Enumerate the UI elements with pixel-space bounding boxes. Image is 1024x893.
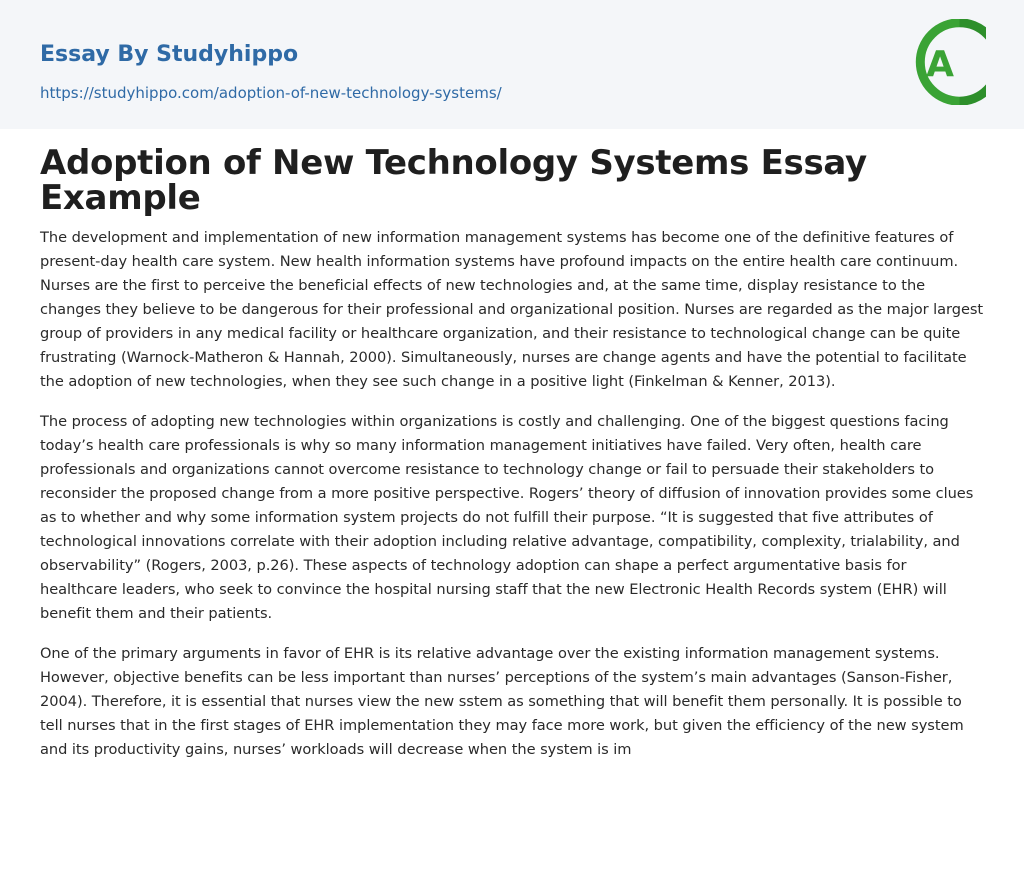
source-url-link[interactable]: https://studyhippo.com/adoption-of-new-technology-systems/ (40, 84, 502, 102)
essay-paragraph-1: The development and implementation of new information management systems has become one of the definitive features of present-day health care system. New health information systems have profound impacts on the entire health care continuum. Nurses are the first to perceive the beneficial effects of new technologies and, at the same time, display resistance to the changes they believe to be dangerous for their professional and organizational position. Nurses are regarded as the major largest group of providers in any medical facility or healthcare organization, and their resistance to technological change can be quite frustrating (Warnock-Matheron & Hannah, 2000). Simultaneously, nurses are change agents and have the potential to facilitate the adoption of new technologies, when they see such change in a positive light (Finkelman & Kenner, 2013). (40, 229, 984, 390)
logo-letter: A (926, 44, 954, 85)
essay-paragraph-2: The process of adopting new technologies within organizations is costly and challenging. One of the biggest questions facing today’s health care professionals is why so many information management initiatives have failed. Very often, health care professionals and organizations cannot overcome resistance to technology change or fail to persuade their stakeholders to reconsider the proposed change from a more positive perspective. Rogers’ theory of diffusion of innovation provides some clues as to whether and why some information system projects do not fulfill their purpose. “It is suggested that five attributes of technological innovations correlate with their adoption including relative advantage, compatibility, complexity, trialability, and observability” (Rogers, 2003, p.26). These aspects of technology adoption can shape a perfect argumentative basis for healthcare leaders, who seek to convince the hospital nursing staff that the new Electronic Health Records system (EHR) will benefit them and their patients. (40, 413, 974, 622)
page-title: Adoption of New Technology Systems Essay Example (40, 143, 867, 218)
main-content (40, 143, 984, 778)
site-header (0, 0, 1024, 129)
site-title[interactable]: Essay By Studyhippo (40, 42, 299, 67)
circle-a-logo-icon[interactable] (912, 19, 986, 105)
essay-paragraph-3: One of the primary arguments in favor of EHR is its relative advantage over the existing information management systems. However, objective benefits can be less important than nurses’ perceptions of the system’s main advantages (Sanson-Fisher, 2004). Therefore, it is essential that nurses view the new sstem as something that will benefit them personally. It is possible to tell nurses that in the first stages of EHR implementation they may face more work, but given the efficiency of the new system and its productivity gains, nurses’ workloads will decrease when the system is im (40, 645, 964, 758)
essay-body (40, 226, 984, 762)
